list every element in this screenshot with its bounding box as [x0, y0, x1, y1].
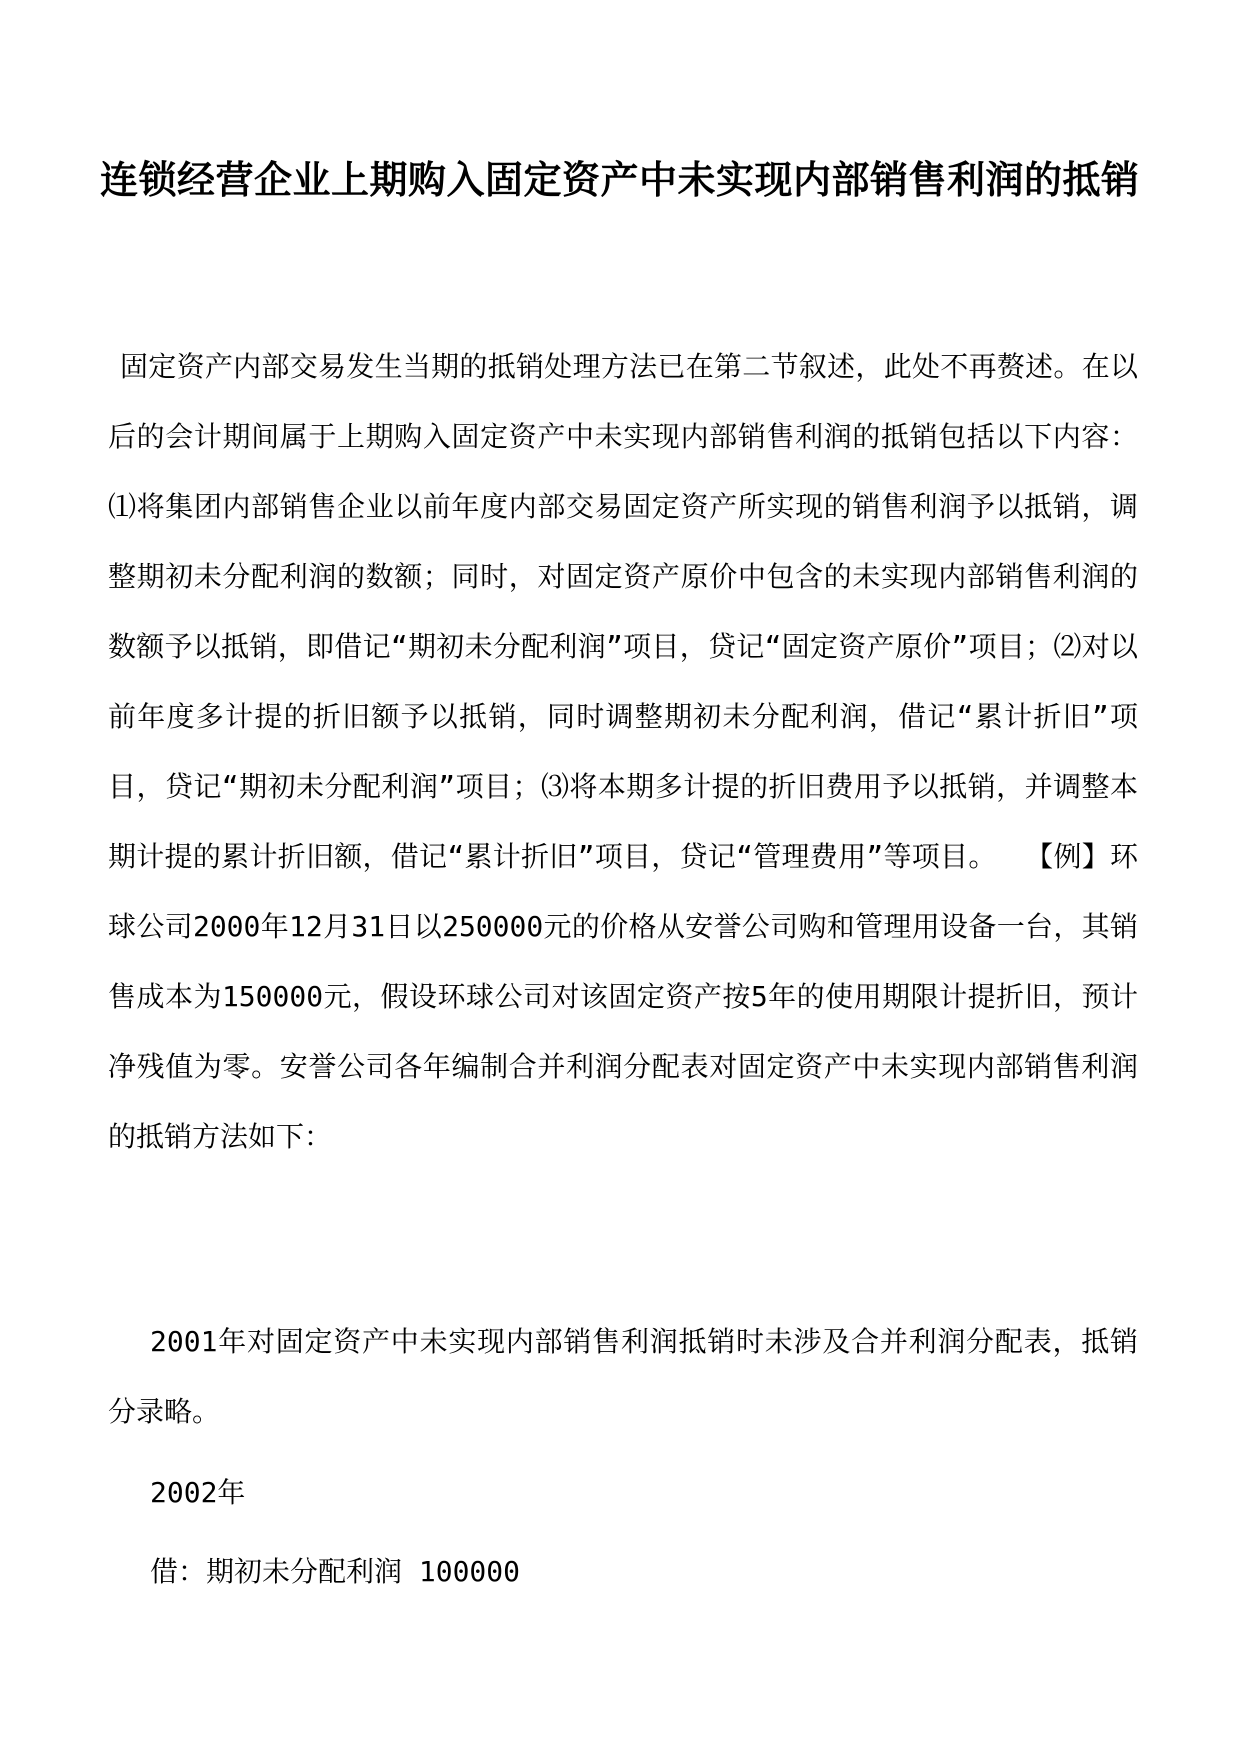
- body-paragraph-2001: 2001年对固定资产中未实现内部销售利润抵销时未涉及合并利润分配表，抵销分录略。: [108, 1325, 1138, 1428]
- document-title: 连锁经营企业上期购入固定资产中未实现内部销售利润的抵销: [100, 157, 1140, 202]
- body-paragraph-intro: 固定资产内部交易发生当期的抵销处理方法已在第二节叙述，此处不再赘述。在以后的会计期间属于上期购入固定资产中未实现内部销售利润的抵销包括以下内容：⑴将集团内部销售企业以前年度内部交易固定资产所实现的销售利润予以抵销，调整期初未分配利润的数额；同时，对固定资产原价中包含的未实现内部销售利润的数额予以抵销，即借记“期初未分配利润”项目，贷记“固定资产原价”项目；⑵对以前年度多计提的折旧额予以抵销，同时调整期初未分配利润，借记“累计折旧”项目，贷记“期初未分配利润”项目；⑶将本期多计提的折旧费用予以抵销，并调整本期计提的累计折旧额，借记“累计折旧”项目，贷记“管理费用”等项目。 【例】环球公司2000年12月31日以250000元的价格从安誉公司购和管理用设备一台，其销售成本为150000元，假设环球公司对该固定资产按5年的使用期限计提折旧，预计净残值为零。安誉公司各年编制合并利润分配表对固定资产中未实现内部销售利润的抵销方法如下：: [108, 350, 1138, 1153]
- journal-entry-debit: 借：期初未分配利润 100000: [150, 1555, 521, 1588]
- year-line-2002: 2002年: [150, 1476, 246, 1509]
